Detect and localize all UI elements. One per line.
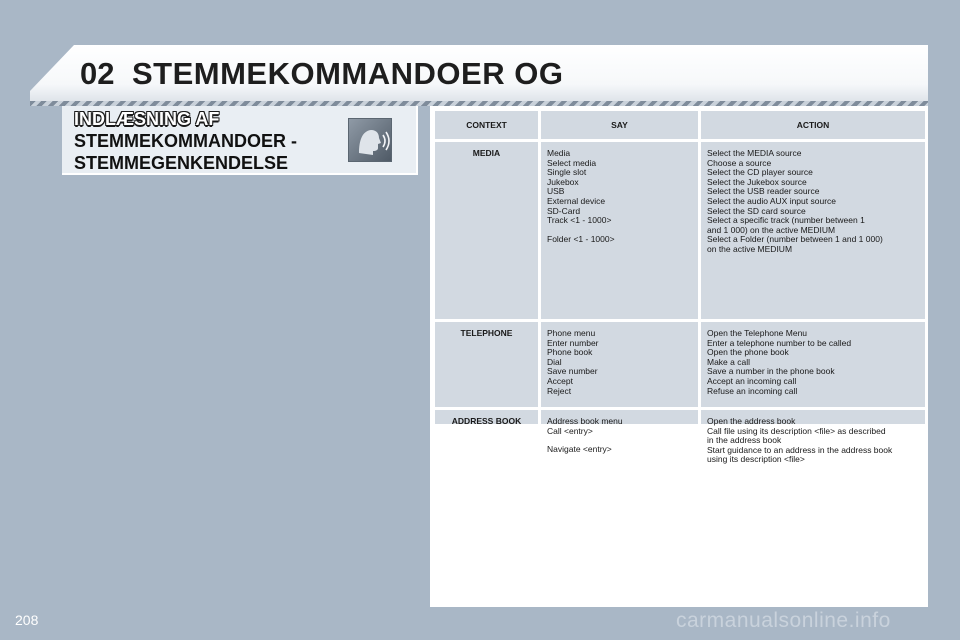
say-line: Folder <1 - 1000> bbox=[547, 233, 615, 244]
action-line: Save a number in the phone book bbox=[707, 366, 835, 377]
action-line: Select a Folder (number between 1 and 1 000) bbox=[707, 234, 883, 245]
say-cell bbox=[541, 410, 698, 455]
header-say: SAY bbox=[541, 111, 698, 139]
say-line: Select media bbox=[547, 157, 597, 168]
say-line: Media bbox=[547, 148, 571, 158]
say-line: Phone book bbox=[547, 347, 593, 358]
say-cell bbox=[541, 322, 698, 407]
action-line: Select the CD player source bbox=[707, 167, 813, 178]
say-cell bbox=[541, 142, 698, 319]
section-title-line2: STEMMEKOMMANDOER - bbox=[74, 131, 297, 151]
say-line: USB bbox=[547, 186, 565, 197]
action-cell bbox=[701, 142, 925, 319]
action-line: Accept an incoming call bbox=[707, 375, 797, 386]
voice-commands-table bbox=[430, 106, 928, 607]
action-line: Select the Jukebox source bbox=[707, 176, 807, 187]
context-cell: ADDRESS BOOK bbox=[435, 410, 538, 424]
action-line: Select the SD card source bbox=[707, 205, 806, 216]
say-line: Jukebox bbox=[547, 176, 579, 187]
context-cell: TELEPHONE bbox=[435, 322, 538, 407]
say-line: Save number bbox=[547, 366, 598, 377]
action-line: Start guidance to an address in the address book bbox=[707, 444, 893, 455]
watermark: carmanualsonline.info bbox=[676, 609, 891, 632]
action-line: Select a specific track (number between 1 bbox=[707, 215, 865, 226]
section-title-line1: INDLÆSNING AF bbox=[74, 109, 220, 129]
action-line: Select the USB reader source bbox=[707, 186, 820, 197]
action-line: Call file using its description <file> as described bbox=[707, 425, 886, 436]
context-cell: MEDIA bbox=[435, 142, 538, 319]
action-line: and 1 000) on the active MEDIUM bbox=[707, 224, 836, 235]
action-line: Make a call bbox=[707, 356, 750, 367]
say-line: Navigate <entry> bbox=[547, 444, 612, 455]
say-line: External device bbox=[547, 195, 606, 206]
say-line: Reject bbox=[547, 385, 572, 396]
say-line: Single slot bbox=[547, 167, 587, 178]
say-line: Enter number bbox=[547, 337, 599, 348]
action-line: on the active MEDIUM bbox=[707, 243, 793, 254]
action-line: in the address book bbox=[707, 435, 782, 446]
action-line: using its description <file> bbox=[707, 454, 805, 465]
say-line: Call <entry> bbox=[547, 425, 593, 436]
action-line: Open the phone book bbox=[707, 347, 789, 358]
action-cell bbox=[701, 410, 925, 465]
page-number: 208 bbox=[15, 612, 39, 628]
action-line: Choose a source bbox=[707, 157, 772, 168]
chapter-number: 02 bbox=[80, 56, 115, 91]
say-line: Dial bbox=[547, 356, 562, 367]
header-context: CONTEXT bbox=[435, 111, 538, 139]
voice-command-icon bbox=[348, 118, 392, 162]
action-line: Select the MEDIA source bbox=[707, 148, 802, 158]
section-title bbox=[74, 108, 297, 174]
say-line: Accept bbox=[547, 375, 573, 386]
action-cell bbox=[701, 322, 925, 407]
action-line: Open the Telephone Menu bbox=[707, 328, 808, 338]
section-title-line3: STEMMEGENKENDELSE bbox=[74, 153, 289, 173]
say-line: Phone menu bbox=[547, 328, 596, 338]
header-action: ACTION bbox=[701, 111, 925, 139]
action-line: Select the audio AUX input source bbox=[707, 195, 836, 206]
say-line: SD-Card bbox=[547, 205, 581, 216]
page-title: STEMMEKOMMANDOER OG bbox=[132, 56, 564, 91]
action-line: Refuse an incoming call bbox=[707, 385, 798, 396]
action-line: Open the address book bbox=[707, 416, 796, 426]
say-line: Track <1 - 1000> bbox=[547, 215, 612, 226]
say-line: Address book menu bbox=[547, 416, 623, 426]
action-line: Enter a telephone number to be called bbox=[707, 337, 852, 348]
